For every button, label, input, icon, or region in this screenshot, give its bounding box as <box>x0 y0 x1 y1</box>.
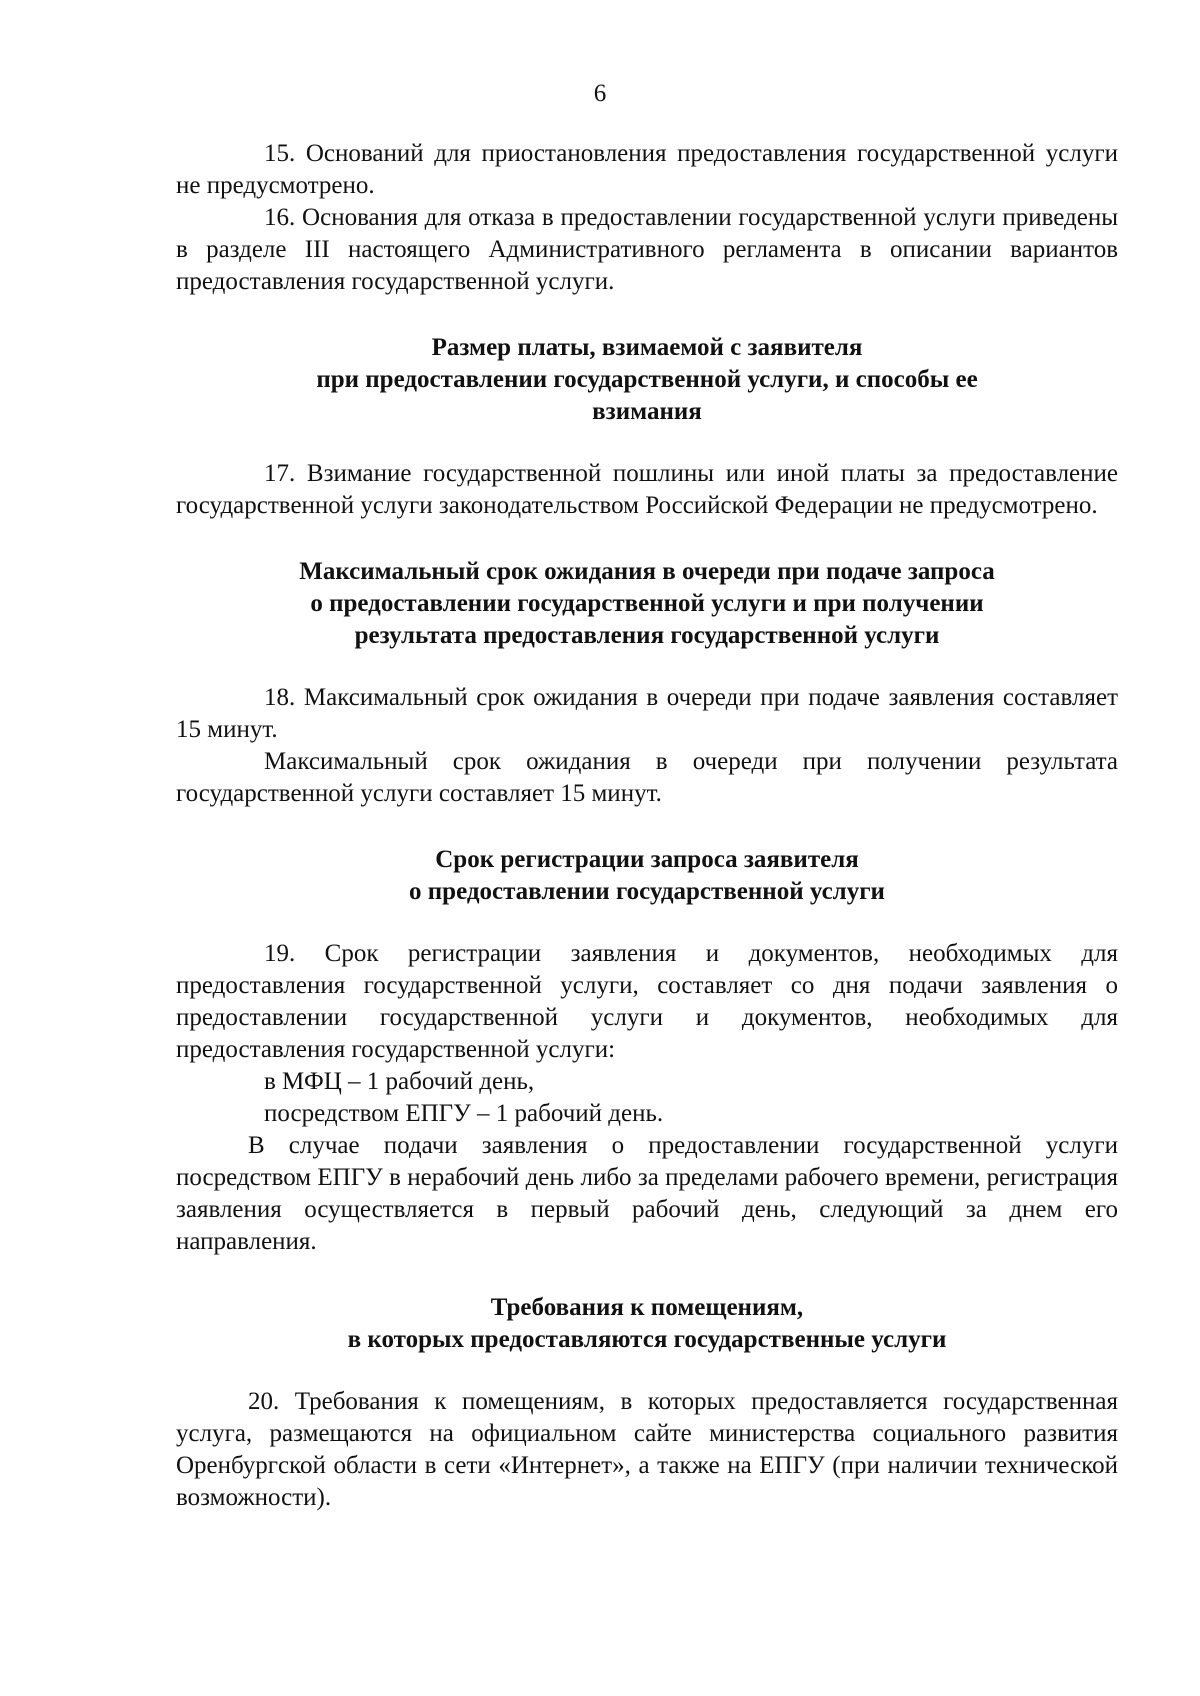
heading-line: Максимальный срок ожидания в очереди при подаче запроса <box>299 558 995 585</box>
list-item-mfc: в МФЦ – 1 рабочий день, <box>264 1068 535 1095</box>
paragraph-15: 15. Оснований для приостановления предоставления государственной услуги не предусмотрено. <box>176 140 1118 199</box>
section-heading-registration <box>176 844 1118 908</box>
list-item-epgu: посредством ЕПГУ – 1 рабочий день. <box>264 1100 664 1127</box>
spacer <box>176 1258 1118 1292</box>
section-heading-fee <box>176 332 1118 428</box>
spacer <box>176 1356 1118 1386</box>
section-heading-queue-time <box>176 556 1118 652</box>
page-number: 6 <box>593 80 607 107</box>
heading-line: Размер платы, взимаемой с заявителя <box>431 334 863 361</box>
spacer <box>176 298 1118 332</box>
spacer <box>176 428 1118 458</box>
paragraph-18-continued: Максимальный срок ожидания в очереди при получении результата государственной услуги составляет 15 минут. <box>176 748 1118 807</box>
heading-line: при предоставлении государственной услуги, и способы ее <box>316 366 978 393</box>
spacer <box>176 652 1118 682</box>
paragraph-16: 16. Основания для отказа в предоставлении государственной услуги приведены в разделе III настоящего Административного регламента в описании вариантов предоставления государственной услуги. <box>176 204 1118 295</box>
spacer <box>176 810 1118 844</box>
heading-line: в которых предоставляются государственные услуги <box>347 1326 947 1353</box>
heading-line: Требования к помещениям, <box>490 1294 804 1321</box>
spacer <box>176 522 1118 556</box>
paragraph-20: 20. Требования к помещениям, в которых предоставляется государственная услуга, размещаются на официальном сайте министерства социального развития Оренбургской области в сети «Интернет», а также на ЕПГУ (при наличии технической возможности). <box>176 1388 1118 1511</box>
heading-line: взимания <box>592 398 702 425</box>
paragraph-17: 17. Взимание государственной пошлины или иной платы за предоставление государственной услуги законодательством Российской Федерации не предусмотрено. <box>176 460 1118 519</box>
paragraph-18: 18. Максимальный срок ожидания в очереди при подаче заявления составляет 15 минут. <box>176 684 1118 743</box>
paragraph-19-continued: В случае подачи заявления о предоставлении государственной услуги посредством ЕПГУ в нерабочий день либо за пределами рабочего времени, регистрация заявления осуществляется в первый рабочий день, следующий за днем его направления. <box>176 1132 1118 1255</box>
heading-line: результата предоставления государственной услуги <box>354 622 940 649</box>
heading-line: о предоставлении государственной услуги и при получении <box>310 590 984 617</box>
spacer <box>176 908 1118 938</box>
paragraph-19: 19. Срок регистрации заявления и документов, необходимых для предоставления государственной услуги, составляет со дня подачи заявления о предоставлении государственной услуги и документов, необходимых для предоставления государственной услуги: <box>176 940 1118 1063</box>
document-body <box>176 138 1118 1514</box>
heading-line: Срок регистрации запроса заявителя <box>435 846 859 873</box>
heading-line: о предоставлении государственной услуги <box>409 878 885 905</box>
section-heading-premises <box>176 1292 1118 1356</box>
